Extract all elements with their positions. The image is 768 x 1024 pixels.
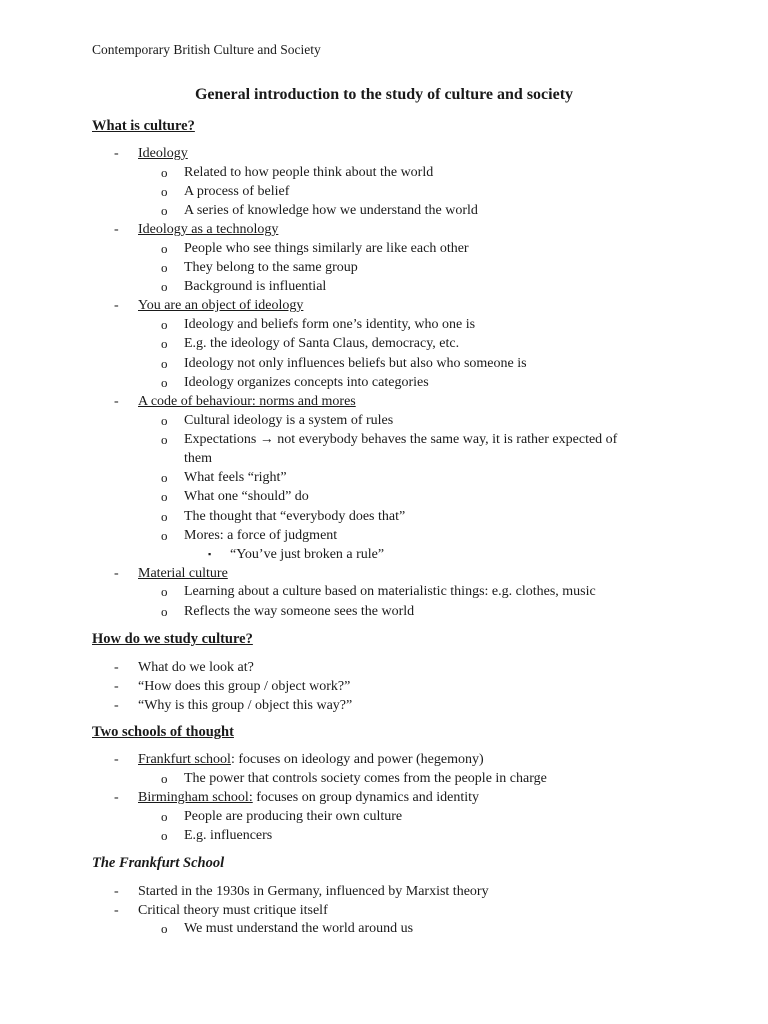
- sub-item: What feels “right”: [184, 470, 287, 485]
- circle-bullet: o: [161, 279, 168, 294]
- item-text: Critical theory must critique itself: [138, 903, 328, 918]
- document-title: General introduction to the study of culture and society: [194, 86, 574, 103]
- section-heading-frankfurt: The Frankfurt School: [92, 855, 225, 871]
- circle-bullet: o: [161, 336, 168, 351]
- school-description: : focuses on ideology and power (hegemony): [230, 752, 484, 767]
- topic-label: Ideology as a technology: [138, 222, 279, 237]
- item-text: “How does this group / object work?”: [138, 679, 351, 694]
- sub-item: Expectations → not everybody behaves the same way, it is rather expected of: [184, 432, 618, 447]
- circle-bullet: o: [161, 317, 168, 332]
- sub-item: Background is influential: [184, 279, 327, 294]
- dash-bullet: -: [114, 146, 119, 161]
- sub-item: Mores: a force of judgment: [184, 528, 338, 543]
- circle-bullet: o: [161, 241, 168, 256]
- dash-bullet: -: [114, 790, 119, 805]
- section-heading-how-study: How do we study culture?: [92, 631, 253, 647]
- circle-bullet: o: [161, 604, 168, 619]
- dash-bullet: -: [114, 903, 119, 918]
- circle-bullet: o: [161, 489, 168, 504]
- sub-item: Related to how people think about the world: [184, 165, 434, 180]
- circle-bullet: o: [161, 260, 168, 275]
- circle-bullet: o: [161, 809, 168, 824]
- sub-item: The thought that “everybody does that”: [184, 509, 406, 524]
- circle-bullet: o: [161, 203, 168, 218]
- sub-item: The power that controls society comes from the people in charge: [184, 771, 547, 786]
- circle-bullet: o: [161, 432, 168, 447]
- item-text: “Why is this group / object this way?”: [138, 698, 353, 713]
- item-text: Started in the 1930s in Germany, influenced by Marxist theory: [138, 884, 489, 899]
- sub-item: Reflects the way someone sees the world: [184, 604, 415, 619]
- square-bullet: ▪: [208, 549, 212, 559]
- sub-item: What one “should” do: [184, 489, 309, 504]
- sub-item: They belong to the same group: [184, 260, 358, 275]
- school-description: focuses on group dynamics and identity: [252, 790, 480, 805]
- topic-label: Ideology: [138, 146, 188, 161]
- circle-bullet: o: [161, 771, 168, 786]
- dash-bullet: -: [114, 298, 119, 313]
- circle-bullet: o: [161, 165, 168, 180]
- sub-item: Cultural ideology is a system of rules: [184, 413, 394, 428]
- sub-item: Ideology and beliefs form one’s identity, who one is: [184, 317, 476, 332]
- sub-item: E.g. influencers: [184, 828, 273, 843]
- circle-bullet: o: [161, 375, 168, 390]
- circle-bullet: o: [161, 413, 168, 428]
- sub-item: People who see things similarly are like each other: [184, 241, 469, 256]
- circle-bullet: o: [161, 828, 168, 843]
- section-heading-what-is-culture: What is culture?: [92, 118, 195, 134]
- circle-bullet: o: [161, 184, 168, 199]
- dash-bullet: -: [114, 566, 119, 581]
- dash-bullet: -: [114, 394, 119, 409]
- sub-item: We must understand the world around us: [184, 921, 414, 936]
- circle-bullet: o: [161, 921, 168, 936]
- dash-bullet: -: [114, 698, 119, 713]
- item-text: What do we look at?: [138, 660, 254, 675]
- sub-item: E.g. the ideology of Santa Claus, democracy, etc.: [184, 336, 460, 351]
- sub-item: A series of knowledge how we understand the world: [184, 203, 478, 218]
- sub-item: Ideology organizes concepts into categories: [184, 375, 429, 390]
- circle-bullet: o: [161, 509, 168, 524]
- school-name: Birmingham school:: [138, 790, 253, 805]
- school-name: Frankfurt school: [138, 752, 231, 767]
- circle-bullet: o: [161, 584, 168, 599]
- page-header: Contemporary British Culture and Society: [92, 42, 321, 57]
- dash-bullet: -: [114, 222, 119, 237]
- dash-bullet: -: [114, 752, 119, 767]
- section-heading-two-schools: Two schools of thought: [92, 724, 234, 740]
- sub-item: them: [184, 451, 212, 466]
- sub-item: A process of belief: [184, 184, 290, 199]
- sub-item: Ideology not only influences beliefs but also who someone is: [184, 356, 527, 371]
- topic-label: Material culture: [138, 566, 228, 581]
- topic-label: A code of behaviour: norms and mores: [138, 394, 356, 409]
- circle-bullet: o: [161, 470, 168, 485]
- circle-bullet: o: [161, 356, 168, 371]
- sub-sub-item: “You’ve just broken a rule”: [230, 547, 385, 562]
- circle-bullet: o: [161, 528, 168, 543]
- sub-item: Learning about a culture based on materialistic things: e.g. clothes, music: [184, 584, 596, 599]
- topic-label: You are an object of ideology: [138, 298, 304, 313]
- dash-bullet: -: [114, 884, 119, 899]
- dash-bullet: -: [114, 660, 119, 675]
- sub-item: People are producing their own culture: [184, 809, 403, 824]
- dash-bullet: -: [114, 679, 119, 694]
